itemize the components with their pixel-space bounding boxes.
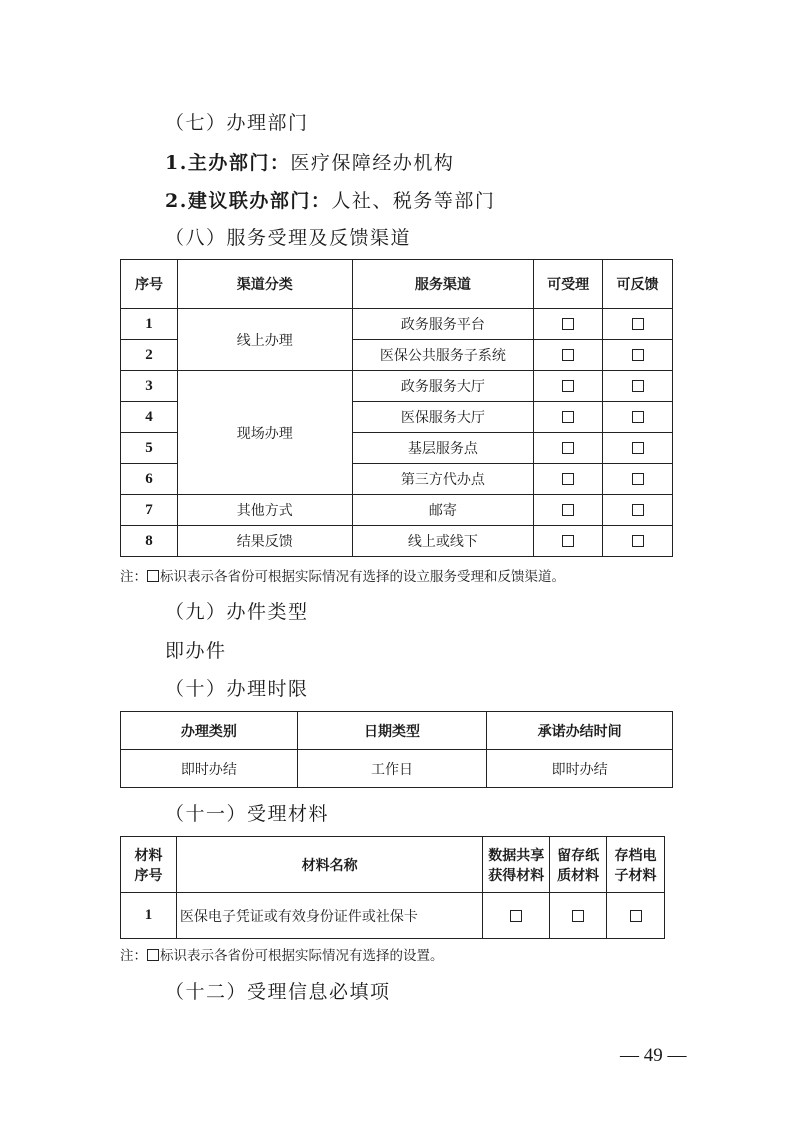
channel-name: 基层服务点: [352, 433, 534, 464]
channels-note-text: 标识表示各省份可根据实际情况有选择的设立服务受理和反馈渠道。: [160, 569, 565, 585]
channels-header-row: [121, 260, 673, 309]
main-department-label: 1.主办部门：: [165, 152, 291, 174]
checkbox-icon: [147, 570, 159, 582]
feedback-checkbox[interactable]: [632, 349, 644, 361]
accept-checkbox[interactable]: [562, 535, 574, 547]
channel-name: 第三方代办点: [352, 464, 534, 495]
row-no: 4: [121, 402, 178, 433]
table-row: [121, 495, 673, 526]
header-channel: 服务渠道: [352, 260, 534, 309]
category-result-feedback: 结果反馈: [177, 526, 352, 557]
table-row: [121, 750, 673, 788]
table-row: [121, 526, 673, 557]
time-limit-table: [120, 711, 673, 788]
section-8-title: （八）服务受理及反馈渠道: [165, 227, 412, 249]
feedback-checkbox[interactable]: [632, 473, 644, 485]
joint-department-label: 2.建议联办部门：: [165, 190, 332, 212]
channel-name: 医保公共服务子系统: [352, 340, 534, 371]
feedback-checkbox[interactable]: [632, 535, 644, 547]
header-promised-time: 承诺办结时间: [487, 712, 673, 750]
date-type-value: 工作日: [297, 750, 487, 788]
row-no: 8: [121, 526, 178, 557]
accept-checkbox[interactable]: [562, 411, 574, 423]
feedback-checkbox[interactable]: [632, 504, 644, 516]
row-no: 2: [121, 340, 178, 371]
table-row: [121, 371, 673, 402]
feedback-checkbox[interactable]: [632, 380, 644, 392]
note-prefix: 注：: [120, 948, 147, 964]
row-no: 5: [121, 433, 178, 464]
data-share-checkbox[interactable]: [510, 910, 522, 922]
note-prefix: 注：: [120, 569, 147, 585]
feedback-checkbox[interactable]: [632, 318, 644, 330]
category-online: 线上办理: [177, 309, 352, 371]
table-row: [121, 309, 673, 340]
header-accept: 可受理: [534, 260, 603, 309]
category-other: 其他方式: [177, 495, 352, 526]
accept-checkbox[interactable]: [562, 349, 574, 361]
materials-table: [120, 836, 665, 939]
header-no: 序号: [121, 260, 178, 309]
section-7-title: （七）办理部门: [165, 112, 309, 134]
page-number: — 49 —: [620, 1045, 687, 1066]
accept-checkbox[interactable]: [562, 473, 574, 485]
section-11-title: （十一）受理材料: [165, 803, 330, 825]
time-header-row: [121, 712, 673, 750]
feedback-checkbox[interactable]: [632, 442, 644, 454]
section-10-title: （十）办理时限: [165, 678, 309, 700]
row-no: 7: [121, 495, 178, 526]
materials-header-row: [121, 837, 665, 893]
material-name: 医保电子凭证或有效身份证件或社保卡: [176, 893, 482, 939]
main-department-line: [165, 148, 454, 175]
case-type-value: 即办件: [165, 640, 227, 662]
header-date-type: 日期类型: [297, 712, 487, 750]
table-row: [121, 893, 665, 939]
channel-name: 医保服务大厅: [352, 402, 534, 433]
accept-checkbox[interactable]: [562, 442, 574, 454]
category-onsite: 现场办理: [177, 371, 352, 495]
handling-type-value: 即时办结: [121, 750, 298, 788]
materials-note: [120, 944, 444, 964]
main-department-value: 医疗保障经办机构: [290, 152, 455, 174]
row-no: 1: [121, 309, 178, 340]
header-paper-copy: 留存纸 质材料: [550, 837, 607, 893]
materials-note-text: 标识表示各省份可根据实际情况有选择的设置。: [160, 948, 444, 964]
row-no: 3: [121, 371, 178, 402]
joint-department-line: [165, 186, 495, 213]
material-no: 1: [121, 893, 177, 939]
channel-name: 政务服务平台: [352, 309, 534, 340]
checkbox-icon: [147, 949, 159, 961]
channels-note: [120, 565, 565, 585]
header-category: 渠道分类: [177, 260, 352, 309]
section-12-title: （十二）受理信息必填项: [165, 981, 391, 1003]
header-material-no: 材料 序号: [121, 837, 177, 893]
row-no: 6: [121, 464, 178, 495]
channels-table: [120, 259, 673, 557]
header-feedback: 可反馈: [603, 260, 673, 309]
accept-checkbox[interactable]: [562, 318, 574, 330]
channel-name: 邮寄: [352, 495, 534, 526]
electronic-copy-checkbox[interactable]: [630, 910, 642, 922]
channel-name: 政务服务大厅: [352, 371, 534, 402]
header-data-share: 数据共享 获得材料: [483, 837, 550, 893]
header-material-name: 材料名称: [176, 837, 482, 893]
feedback-checkbox[interactable]: [632, 411, 644, 423]
section-9-title: （九）办件类型: [165, 601, 309, 623]
accept-checkbox[interactable]: [562, 504, 574, 516]
header-electronic-copy: 存档电 子材料: [607, 837, 665, 893]
promised-time-value: 即时办结: [487, 750, 673, 788]
paper-copy-checkbox[interactable]: [572, 910, 584, 922]
joint-department-value: 人社、税务等部门: [331, 190, 496, 212]
accept-checkbox[interactable]: [562, 380, 574, 392]
channel-name: 线上或线下: [352, 526, 534, 557]
header-handling-type: 办理类别: [121, 712, 298, 750]
